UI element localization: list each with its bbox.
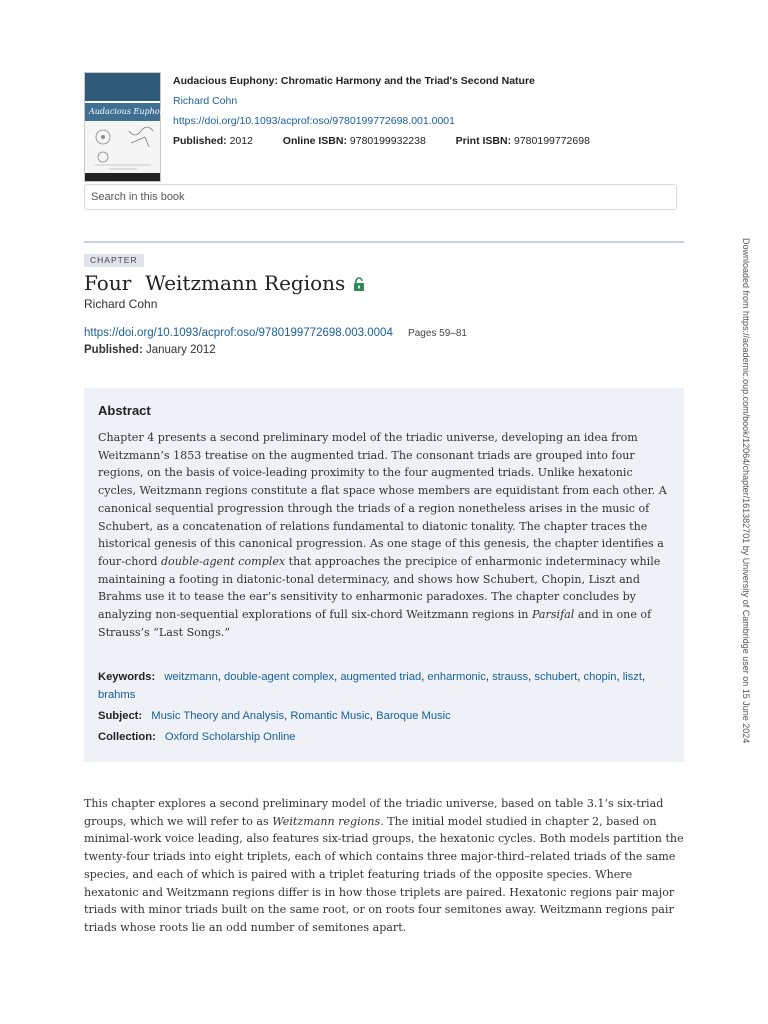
abstract-text-part: that approaches the precipice of enharmonic indeterminacy while maintaining a footing in diatonic-tonal determinacy, and shows how Schubert, Chopin, Liszt and Brahms use it to tease the ear’s sensitivity to enharmonic paradoxes. The chapter concludes by analyzing non-sequential explorations of full six-chord Weitzmann regions in bbox=[98, 554, 661, 622]
book-meta bbox=[173, 72, 683, 148]
list-separator: , bbox=[528, 671, 535, 683]
search-in-book-input[interactable] bbox=[84, 184, 677, 210]
subject-link[interactable]: Baroque Music bbox=[376, 710, 451, 722]
body-text-part: This chapter explores a second preliminary model of the triadic universe, based on table 3.1’s six-triad groups, which we will refer to as bbox=[84, 797, 664, 828]
subject-link[interactable]: Romantic Music bbox=[290, 710, 370, 722]
abstract-text-part: Chapter 4 presents a second preliminary model of the triadic universe, developing an idea from Weitzmann’s 1853 treatise on the augmented triad. The consonant triads are grouped into four regions, on the basis of voice-leading proximity to the four augmented triads. Unlike hexatonic cycles, Weitzmann regions constitute a flat space whose members are equidistant from each other. A canonical sequential progression through the triads of a region nonetheless arises in the music of Schubert, as a concatenation of relations fundamental to diatonic tonality. The chapter traces the historical genesis of this canonical progression. As one stage of this genesis, the chapter identifies a four-chord bbox=[98, 431, 667, 568]
book-header bbox=[84, 72, 684, 184]
online-isbn-value: 9780199932238 bbox=[349, 135, 426, 147]
chapter-published-value: January 2012 bbox=[145, 344, 216, 356]
keywords-row bbox=[98, 668, 668, 704]
list-separator: , bbox=[284, 710, 291, 722]
cover-title-art: Audacious Euphony bbox=[89, 107, 170, 116]
chapter-type-badge: CHAPTER bbox=[84, 254, 144, 267]
print-isbn-value: 9780199772698 bbox=[514, 135, 590, 147]
keyword-link[interactable]: chopin bbox=[583, 671, 617, 683]
chapter-author: Richard Cohn bbox=[84, 297, 158, 311]
list-separator: , bbox=[369, 710, 377, 722]
subject-link[interactable]: Music Theory and Analysis bbox=[151, 710, 285, 722]
chapter-title bbox=[84, 270, 365, 296]
collection-label: Collection: bbox=[98, 731, 156, 743]
keyword-link[interactable]: schubert bbox=[534, 671, 578, 683]
list-separator: , bbox=[577, 671, 584, 683]
abstract-metadata bbox=[98, 668, 668, 749]
keyword-link[interactable]: augmented triad bbox=[340, 671, 422, 683]
abstract-italic-term: Parsifal bbox=[531, 608, 575, 622]
book-author-link[interactable]: Richard Cohn bbox=[173, 95, 238, 107]
abstract-heading: Abstract bbox=[98, 403, 151, 418]
list-separator: , bbox=[334, 671, 341, 683]
print-isbn-label: Print ISBN: bbox=[455, 135, 512, 147]
list-separator: , bbox=[616, 671, 623, 683]
section-divider bbox=[84, 241, 684, 243]
keywords-list bbox=[98, 671, 645, 701]
published-label: Published: bbox=[173, 135, 227, 147]
chapter-published-label: Published: bbox=[84, 344, 143, 356]
abstract-panel bbox=[84, 388, 684, 762]
subject-label: Subject: bbox=[98, 710, 143, 722]
online-isbn-label: Online ISBN: bbox=[282, 135, 347, 147]
collection-row bbox=[98, 728, 668, 746]
list-separator: , bbox=[217, 671, 225, 683]
abstract-text-part: and in one of Strauss’s “Last Songs.” bbox=[98, 608, 652, 639]
chapter-doi-row bbox=[84, 326, 467, 341]
body-italic-term: Weitzmann regions bbox=[272, 814, 381, 828]
chapter-body-text bbox=[84, 795, 684, 937]
published-value: 2012 bbox=[229, 135, 253, 147]
subject-row bbox=[98, 707, 668, 725]
keyword-link[interactable]: liszt bbox=[622, 671, 642, 683]
keyword-link[interactable]: double-agent complex bbox=[224, 671, 335, 683]
keyword-link[interactable]: weitzmann bbox=[164, 671, 218, 683]
list-separator: , bbox=[421, 671, 428, 683]
keyword-link[interactable]: strauss bbox=[492, 671, 529, 683]
keywords-label: Keywords: bbox=[98, 671, 156, 683]
subject-list bbox=[151, 710, 451, 722]
download-watermark-text: Downloaded from https://academic.oup.com/book/12064/chapter/161382701 by University of Cambridge user on 15 June 2024 bbox=[741, 238, 751, 744]
search-placeholder: Search in this book bbox=[91, 191, 185, 203]
body-text-part: . The initial model studied in chapter 2, based on minimal-work voice leading, also features six-triad groups, the hexatonic cycles. Both models partition the twenty-four triads into eight triplets, each of which contains three major-third–related triads of the same species, and each of which is paired with a triplet featuring triads of the opposite species. Where hexatonic and Weitzmann regions differ is in how those triplets are paired. Hexatonic regions pair major triads with minor triads built on the same root, or on roots four semitones away. Weitzmann regions pair triads whose roots lie an odd number of semitones apart. bbox=[84, 814, 684, 934]
book-title: Audacious Euphony: Chromatic Harmony and the Triad's Second Nature bbox=[173, 75, 535, 87]
keyword-link[interactable]: enharmonic bbox=[427, 671, 486, 683]
chapter-doi-link[interactable]: https://doi.org/10.1093/acprof:oso/9780199772698.003.0004 bbox=[84, 327, 393, 339]
book-doi-link[interactable]: https://doi.org/10.1093/acprof:oso/9780199772698.001.0001 bbox=[173, 115, 455, 127]
download-watermark bbox=[742, 238, 756, 786]
chapter-published bbox=[84, 343, 216, 357]
collection-link[interactable]: Oxford Scholarship Online bbox=[164, 731, 296, 743]
open-lock-icon bbox=[353, 271, 365, 285]
abstract-text bbox=[98, 429, 668, 641]
cover-illustration bbox=[85, 121, 160, 173]
abstract-italic-term: double-agent complex bbox=[160, 554, 286, 568]
chapter-number: Four bbox=[84, 271, 132, 295]
book-publication-info bbox=[173, 134, 683, 148]
keyword-link[interactable]: brahms bbox=[98, 689, 136, 701]
chapter-title-text: Weitzmann Regions bbox=[145, 271, 346, 295]
list-separator: , bbox=[485, 671, 493, 683]
chapter-pages: Pages 59–81 bbox=[408, 328, 467, 339]
book-cover-image[interactable] bbox=[84, 72, 170, 182]
list-separator: , bbox=[641, 671, 646, 683]
